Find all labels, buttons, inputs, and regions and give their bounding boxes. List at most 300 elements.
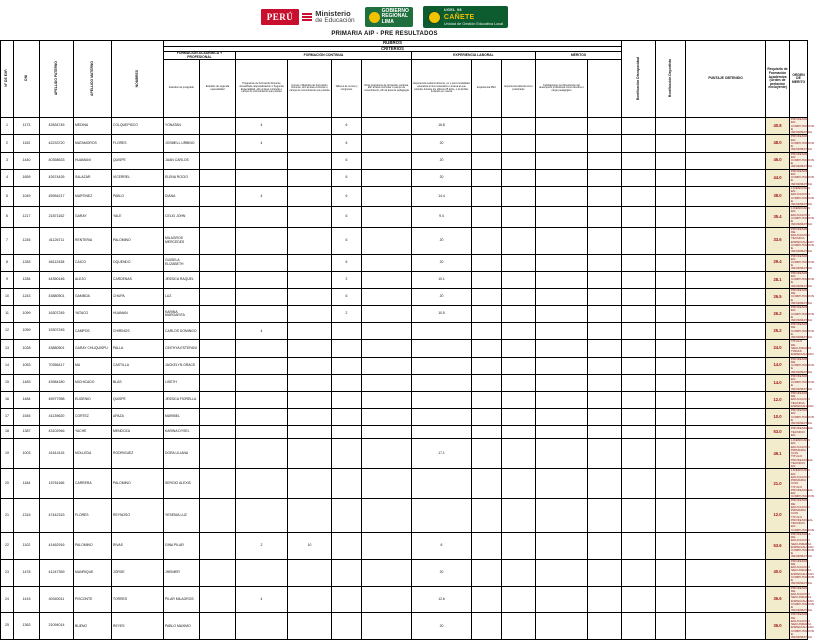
cell-criterio-5 xyxy=(362,391,412,408)
cell-criterio-6: 20 xyxy=(412,169,472,186)
group-rubros: RUBROS xyxy=(164,41,622,47)
cell-criterio-1 xyxy=(200,227,236,254)
cell-dni: 15761166 xyxy=(40,469,74,499)
cell-criterio-10 xyxy=(588,135,622,152)
cell-criterio-5 xyxy=(362,207,412,227)
cell-bonif-deportista xyxy=(686,559,766,586)
cell-exp: 1478 xyxy=(14,559,40,586)
cell-criterio-6 xyxy=(412,391,472,408)
cell-criterio-7 xyxy=(472,254,502,271)
cell-criterio-6 xyxy=(412,357,472,374)
table-row[interactable] xyxy=(1,439,808,469)
cell-criterio-2: 2 xyxy=(236,532,288,559)
cell-apellido-materno: REYES xyxy=(112,613,164,640)
cell-criterio-1 xyxy=(200,559,236,586)
cell-criterio-10 xyxy=(588,532,622,559)
cell-criterio-10 xyxy=(588,340,622,357)
cell-bonif-deportista xyxy=(686,227,766,254)
cell-puntaje: 48.0 xyxy=(766,135,790,152)
cell-apellido-materno: VICERREL xyxy=(112,169,164,186)
cell-dni: 43102946 xyxy=(40,426,74,439)
cell-criterio-8 xyxy=(502,207,536,227)
cell-criterio-5 xyxy=(362,254,412,271)
cell-bonif-deportista xyxy=(686,374,766,391)
cell-criterio-7 xyxy=(472,340,502,357)
cell-criterio-6: 10.1 xyxy=(412,271,472,288)
col-criterio-5: Talleres de cursos y congresos xyxy=(332,60,362,118)
cell-criterio-4: 6 xyxy=(332,118,362,135)
cell-criterio-1 xyxy=(200,118,236,135)
cell-apellido-paterno: CAICO xyxy=(74,254,112,271)
cell-dni: 43880501 xyxy=(40,288,74,305)
cell-apellido-materno: PALOMINO xyxy=(112,469,164,499)
cell-bonif-discapacidad xyxy=(656,306,686,323)
cell-bonif-deportista xyxy=(686,439,766,469)
cell-criterio-3 xyxy=(288,135,332,152)
cell-criterio-8 xyxy=(502,559,536,586)
table-row[interactable] xyxy=(1,306,808,323)
cell-criterio-1 xyxy=(200,186,236,206)
cell-criterio-3 xyxy=(288,288,332,305)
cell-criterio-6: 6 xyxy=(412,532,472,559)
cell-criterio-5 xyxy=(362,499,412,532)
cell-criterio-3 xyxy=(288,439,332,469)
cell-criterio-1 xyxy=(200,426,236,439)
cell-nombres: GUISELA ELIZABETH xyxy=(164,254,200,271)
col-criterio-11 xyxy=(588,60,622,118)
table-row[interactable] xyxy=(1,254,808,271)
cell-criterio-10 xyxy=(588,207,622,227)
cell-criterio-11 xyxy=(622,586,656,613)
cell-criterio-11 xyxy=(622,499,656,532)
cell-criterio-4: 2 xyxy=(332,271,362,288)
table-row[interactable] xyxy=(1,186,808,206)
cell-bonif-discapacidad xyxy=(656,613,686,640)
col-bonif-deportista: Bonificación Deportista xyxy=(656,41,686,118)
table-row[interactable] xyxy=(1,426,808,439)
cell-bonif-discapacidad xyxy=(656,271,686,288)
cell-n: 17 xyxy=(1,409,14,426)
peru-logo xyxy=(261,9,355,25)
cell-puntaje: 10.0 xyxy=(766,409,790,426)
table-row[interactable] xyxy=(1,559,808,586)
cell-criterio-7 xyxy=(472,559,502,586)
cell-dni: 21094014 xyxy=(40,613,74,640)
cell-criterio-1 xyxy=(200,323,236,340)
cell-dni: 47442315 xyxy=(40,499,74,532)
cell-exp: 1440 xyxy=(14,152,40,169)
cell-criterio-2: 4 xyxy=(236,118,288,135)
cell-criterio-2 xyxy=(236,357,288,374)
cell-exp: 1217 xyxy=(14,207,40,227)
cell-criterio-8 xyxy=(502,586,536,613)
cell-n: 10 xyxy=(1,288,14,305)
cell-criterio-3 xyxy=(288,340,332,357)
cell-apellido-paterno: HUAMANI xyxy=(74,152,112,169)
cell-puntaje: 38.0 xyxy=(766,186,790,206)
cell-requisito: TITULO DE SECUNDARIA TODAS ESPECIALIDAD xyxy=(791,339,814,357)
cell-puntaje: 35.4 xyxy=(766,207,790,227)
table-row[interactable] xyxy=(1,613,808,640)
table-row[interactable] xyxy=(1,227,808,254)
cell-dni: 40340011 xyxy=(40,586,74,613)
cell-criterio-1 xyxy=(200,391,236,408)
table-row[interactable] xyxy=(1,532,808,559)
table-row[interactable] xyxy=(1,499,808,532)
cell-criterio-10 xyxy=(588,439,622,469)
cell-criterio-6 xyxy=(412,499,472,532)
cell-requisito: PROFESORA DE EDUCACION SECUNDARIA ESPECIALIDAD COMPUTACION E INFORMATICA xyxy=(791,531,814,559)
cell-criterio-3 xyxy=(288,207,332,227)
cell-criterio-6: 9.4 xyxy=(412,207,472,227)
cell-bonif-discapacidad xyxy=(656,439,686,469)
table-row[interactable] xyxy=(1,340,808,357)
cell-criterio-7 xyxy=(472,586,502,613)
cell-criterio-9 xyxy=(536,306,588,323)
cell-requisito: PROFESOR EN COMPUTACION E INFORMATICA xyxy=(791,151,814,169)
cell-requisito: PROFESOR DE EDUCACION SECUNDARIA ESPECIALIDAD COMPUTACION E INFORMATICA xyxy=(791,612,814,640)
cell-n: 9 xyxy=(1,271,14,288)
cell-n: 3 xyxy=(1,152,14,169)
cell-nombres: DIANA xyxy=(164,186,200,206)
cell-apellido-paterno: PALOMINO xyxy=(74,532,112,559)
cell-apellido-paterno: GARAY CHUQUISPU xyxy=(74,340,112,357)
cell-criterio-4 xyxy=(332,439,362,469)
cell-criterio-4 xyxy=(332,409,362,426)
cell-n: 14 xyxy=(1,357,14,374)
cell-n: 4 xyxy=(1,169,14,186)
cell-criterio-4: 2 xyxy=(332,306,362,323)
cell-criterio-5 xyxy=(362,613,412,640)
regional-label xyxy=(382,9,409,26)
cell-criterio-9 xyxy=(536,118,588,135)
cell-bonif-discapacidad xyxy=(656,207,686,227)
cell-criterio-5 xyxy=(362,288,412,305)
cell-requisito: LICENCIADO EN EDUCACION PRIMARIA CON TITULO PROFESIONAL EN COMPUTACION xyxy=(791,468,814,499)
cell-criterio-9 xyxy=(536,254,588,271)
cell-criterio-8 xyxy=(502,254,536,271)
cell-criterio-3 xyxy=(288,586,332,613)
cell-criterio-9 xyxy=(536,227,588,254)
cell-n: 24 xyxy=(1,586,14,613)
table-row[interactable] xyxy=(1,118,808,135)
cell-puntaje: 12.0 xyxy=(766,391,790,408)
cell-bonif-deportista xyxy=(686,613,766,640)
cell-criterio-5 xyxy=(362,306,412,323)
cell-criterio-1 xyxy=(200,254,236,271)
cell-n: 19 xyxy=(1,439,14,469)
col-criterio-2: Estudios de segunda especialidad xyxy=(200,60,236,118)
cell-criterio-10 xyxy=(588,152,622,169)
cell-criterio-4: 6 xyxy=(332,186,362,206)
cell-criterio-2 xyxy=(236,306,288,323)
cell-criterio-8 xyxy=(502,306,536,323)
cell-criterio-2: 4 xyxy=(236,323,288,340)
cell-criterio-11 xyxy=(622,391,656,408)
regional-seal-icon xyxy=(369,12,380,23)
cell-nombres: JESSICA RAQUEL xyxy=(164,271,200,288)
cell-criterio-2 xyxy=(236,391,288,408)
cell-apellido-materno: RIVAS xyxy=(112,532,164,559)
cell-criterio-9 xyxy=(536,323,588,340)
col-criterio-8: Experiencia PEC xyxy=(472,60,502,118)
cell-criterio-11 xyxy=(622,613,656,640)
cell-criterio-6 xyxy=(412,340,472,357)
cell-apellido-paterno: RENTERIA xyxy=(74,227,112,254)
cell-criterio-4: 6 xyxy=(332,207,362,227)
cell-nombres: JUAN CARLOS xyxy=(164,152,200,169)
cell-criterio-1 xyxy=(200,340,236,357)
cell-criterio-4 xyxy=(332,374,362,391)
col-apellido-paterno: APELLIDO PATERNO xyxy=(40,41,74,118)
cell-criterio-2 xyxy=(236,340,288,357)
cell-criterio-3: 10 xyxy=(288,532,332,559)
cell-criterio-11 xyxy=(622,207,656,227)
cell-criterio-9 xyxy=(536,409,588,426)
cell-bonif-deportista xyxy=(686,135,766,152)
cell-bonif-discapacidad xyxy=(656,186,686,206)
cell-criterio-1 xyxy=(200,207,236,227)
cell-nombres: DORA LILIANA xyxy=(164,439,200,469)
table-row[interactable] xyxy=(1,469,808,499)
cell-criterio-9 xyxy=(536,271,588,288)
cell-criterio-9 xyxy=(536,532,588,559)
cell-criterio-9 xyxy=(536,586,588,613)
cell-apellido-materno: QUISPE xyxy=(112,152,164,169)
cell-apellido-materno: RODRIGUEZ xyxy=(112,439,164,469)
cell-dni: 44350146 xyxy=(40,271,74,288)
table-row[interactable] xyxy=(1,152,808,169)
cell-criterio-6: 20 xyxy=(412,288,472,305)
group-experiencia-laboral: EXPERIENCIA LABORAL xyxy=(412,52,536,60)
table-row[interactable] xyxy=(1,135,808,152)
cell-criterio-7 xyxy=(472,186,502,206)
cell-puntaje: 28.1 xyxy=(766,271,790,288)
cell-exp: 1387 xyxy=(14,426,40,439)
cell-apellido-paterno: GAMBOA xyxy=(74,288,112,305)
cell-puntaje: 33.6 xyxy=(766,227,790,254)
document-header xyxy=(0,0,769,30)
cell-exp: 1284 xyxy=(14,271,40,288)
cell-nombres: YESENIA LUZ xyxy=(164,499,200,532)
cell-dni: 46112438 xyxy=(40,254,74,271)
cell-requisito: PROFESOR EN COMPUTACION E INFORMATICA xyxy=(791,134,814,152)
col-bonif-discapacidad: Bonificación Discapacidad xyxy=(622,41,656,118)
cell-bonif-deportista xyxy=(686,499,766,532)
cell-criterio-2 xyxy=(236,227,288,254)
table-row[interactable] xyxy=(1,357,808,374)
cell-bonif-discapacidad xyxy=(656,135,686,152)
cell-criterio-2: 4 xyxy=(236,135,288,152)
cell-apellido-materno: CARDENAS xyxy=(112,271,164,288)
cell-nombres: ELENA ROCIO xyxy=(164,169,200,186)
cell-criterio-7 xyxy=(472,374,502,391)
results-table xyxy=(0,40,814,640)
cell-n: 13 xyxy=(1,340,14,357)
cell-criterio-11 xyxy=(622,374,656,391)
col-nombres: NOMBRES xyxy=(112,41,164,118)
cell-criterio-2 xyxy=(236,499,288,532)
cell-criterio-2 xyxy=(236,426,288,439)
cell-criterio-7 xyxy=(472,118,502,135)
cell-criterio-4 xyxy=(332,559,362,586)
cell-apellido-materno: YALE xyxy=(112,207,164,227)
cell-dni: 41462916 xyxy=(40,532,74,559)
cell-puntaje: 29.4 xyxy=(766,254,790,271)
cell-exp: 1245 xyxy=(14,227,40,254)
cell-requisito: PROFESOR DE EDUCACION SECUNDARIA ESPECIALIDAD COMPUTACION E INFORMATICA xyxy=(791,558,814,586)
cell-criterio-9 xyxy=(536,613,588,640)
cell-bonif-deportista xyxy=(686,340,766,357)
cell-criterio-3 xyxy=(288,357,332,374)
cell-requisito: PROFESOR EN COMPUTACION E INFORMATICA xyxy=(791,168,814,186)
table-row[interactable] xyxy=(1,391,808,408)
cell-n: 20 xyxy=(1,469,14,499)
cell-criterio-6: 17.1 xyxy=(412,439,472,469)
cell-criterio-10 xyxy=(588,374,622,391)
col-requisito: Requisito de Formación Académica (Orden de prelación excluyente) xyxy=(766,41,790,118)
cell-dni: 42834745 xyxy=(40,118,74,135)
cell-criterio-11 xyxy=(622,152,656,169)
cell-criterio-8 xyxy=(502,469,536,499)
cell-criterio-1 xyxy=(200,169,236,186)
table-row[interactable] xyxy=(1,207,808,227)
cell-puntaje: 53.6 xyxy=(766,532,790,559)
cell-criterio-5 xyxy=(362,135,412,152)
cell-dni: 41614115 xyxy=(40,439,74,469)
cell-bonif-discapacidad xyxy=(656,426,686,439)
cell-dni: 16307245 xyxy=(40,306,74,323)
cell-criterio-11 xyxy=(622,288,656,305)
table-row[interactable] xyxy=(1,586,808,613)
cell-bonif-discapacidad xyxy=(656,559,686,586)
cell-exp: 1053 xyxy=(14,357,40,374)
cell-puntaje: 12.0 xyxy=(766,499,790,532)
cell-bonif-deportista xyxy=(686,207,766,227)
cell-criterio-8 xyxy=(502,532,536,559)
cell-bonif-discapacidad xyxy=(656,586,686,613)
cell-criterio-1 xyxy=(200,409,236,426)
cell-dni: 45954217 xyxy=(40,186,74,206)
cell-apellido-paterno: BUENO xyxy=(74,613,112,640)
cell-criterio-1 xyxy=(200,499,236,532)
cell-puntaje: 24.0 xyxy=(766,340,790,357)
cell-n: 15 xyxy=(1,374,14,391)
cell-criterio-11 xyxy=(622,469,656,499)
cell-bonif-discapacidad xyxy=(656,391,686,408)
cell-criterio-1 xyxy=(200,469,236,499)
ugel-label xyxy=(444,8,503,26)
cell-n: 22 xyxy=(1,532,14,559)
cell-criterio-7 xyxy=(472,323,502,340)
cell-nombres: JHEIMER xyxy=(164,559,200,586)
col-apellido-materno: APELLIDO MATERNO xyxy=(74,41,112,118)
table-row[interactable] xyxy=(1,169,808,186)
ugel-name: UGEL 08 xyxy=(443,7,462,12)
cell-criterio-10 xyxy=(588,288,622,305)
cell-criterio-10 xyxy=(588,391,622,408)
cell-criterio-9 xyxy=(536,426,588,439)
cell-criterio-10 xyxy=(588,559,622,586)
cell-apellido-materno: CASTILLA xyxy=(112,357,164,374)
cell-criterio-2 xyxy=(236,613,288,640)
cell-criterio-7 xyxy=(472,499,502,532)
cell-criterio-2 xyxy=(236,439,288,469)
cell-exp: 1152 xyxy=(14,135,40,152)
cell-criterio-8 xyxy=(502,227,536,254)
cell-puntaje: 14.0 xyxy=(766,357,790,374)
cell-criterio-3 xyxy=(288,469,332,499)
cell-nombres: JOSMELL URBINO xyxy=(164,135,200,152)
cell-apellido-paterno: MANRIQUE xyxy=(74,559,112,586)
cell-criterio-8 xyxy=(502,186,536,206)
cell-apellido-paterno: ALEJO xyxy=(74,271,112,288)
cell-exp: 1099 xyxy=(14,306,40,323)
cell-exp: 1028 xyxy=(14,340,40,357)
table-row[interactable] xyxy=(1,288,808,305)
cell-exp: 1059 xyxy=(14,323,40,340)
cell-criterio-5 xyxy=(362,426,412,439)
cell-apellido-materno: JORGE xyxy=(112,559,164,586)
cell-criterio-4 xyxy=(332,613,362,640)
cell-criterio-10 xyxy=(588,613,622,640)
cell-criterio-5 xyxy=(362,271,412,288)
cell-criterio-2 xyxy=(236,254,288,271)
cell-criterio-5 xyxy=(362,469,412,499)
cell-criterio-5 xyxy=(362,186,412,206)
table-row[interactable] xyxy=(1,323,808,340)
cell-requisito: PROFESOR EN COMPUTACION E INFORMATICA xyxy=(791,408,814,426)
table-row[interactable] xyxy=(1,271,808,288)
col-puntaje: PUNTAJE OBTENIDO xyxy=(686,41,766,118)
col-criterio-9: Experiencia laboral como practicante xyxy=(502,60,536,118)
cell-apellido-materno: CHIRINOS xyxy=(112,323,164,340)
cell-criterio-5 xyxy=(362,374,412,391)
cell-puntaje: 40.8 xyxy=(766,118,790,135)
cell-puntaje: 49.1 xyxy=(766,439,790,469)
cell-bonif-deportista xyxy=(686,288,766,305)
cell-criterio-3 xyxy=(288,391,332,408)
cell-criterio-3 xyxy=(288,409,332,426)
cell-apellido-paterno: PISCONTE xyxy=(74,586,112,613)
cell-criterio-9 xyxy=(536,439,588,469)
col-dni: DNI xyxy=(14,41,40,118)
cell-requisito: PROFESOR DE COMPUTACION E INFORMATICA xyxy=(791,287,814,305)
cell-criterio-11 xyxy=(622,340,656,357)
cell-criterio-8 xyxy=(502,288,536,305)
cell-criterio-10 xyxy=(588,409,622,426)
cell-criterio-6: 16.8 xyxy=(412,118,472,135)
cell-criterio-8 xyxy=(502,439,536,469)
cell-criterio-7 xyxy=(472,391,502,408)
cell-criterio-2 xyxy=(236,271,288,288)
cell-criterio-1 xyxy=(200,288,236,305)
cell-puntaje: 26.2 xyxy=(766,306,790,323)
table-row[interactable] xyxy=(1,409,808,426)
cell-criterio-7 xyxy=(472,469,502,499)
cell-dni: 45977958 xyxy=(40,391,74,408)
cell-criterio-2: 4 xyxy=(236,586,288,613)
cell-apellido-materno: PABLO xyxy=(112,186,164,206)
cell-exp: 1545 xyxy=(14,409,40,426)
cell-criterio-6: 12.6 xyxy=(412,586,472,613)
regional-government-logo xyxy=(365,7,413,28)
cell-requisito: LICENCIADO EN EDUCACION COMPUTACION E INFORMATICA xyxy=(791,185,814,207)
cell-criterio-3 xyxy=(288,306,332,323)
table-row[interactable] xyxy=(1,374,808,391)
cell-criterio-10 xyxy=(588,227,622,254)
cell-exp: 1283 xyxy=(14,254,40,271)
